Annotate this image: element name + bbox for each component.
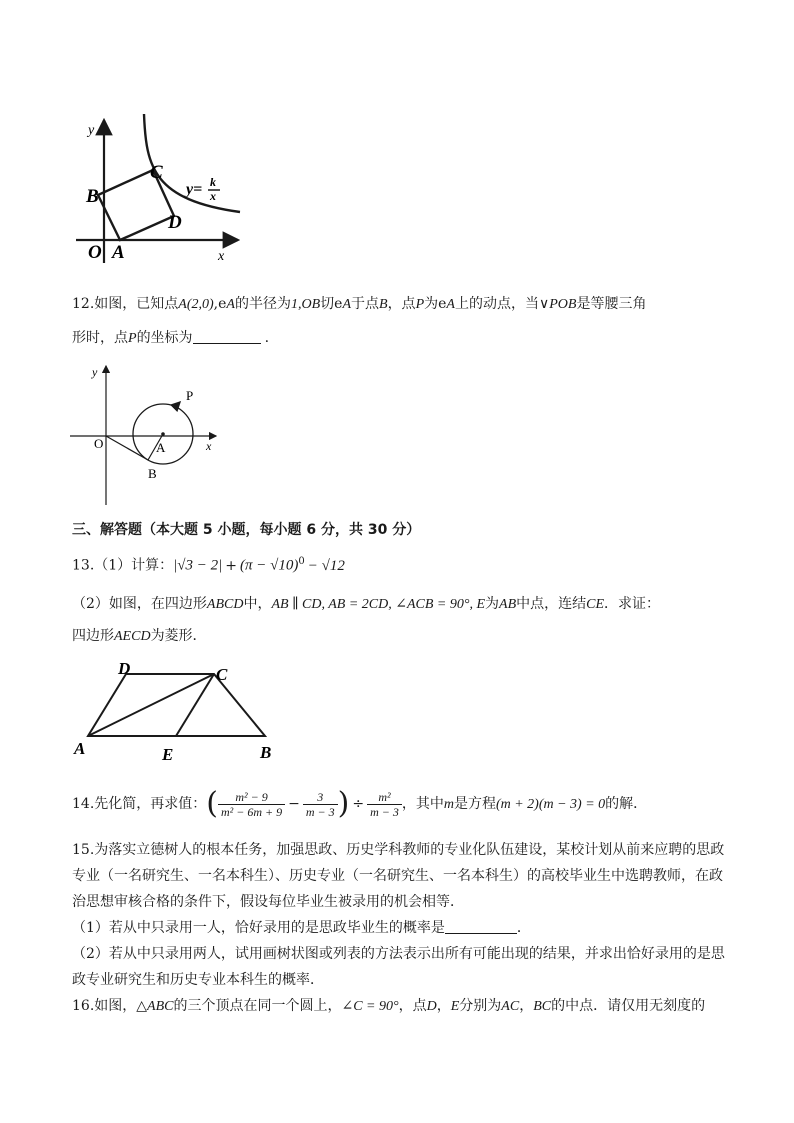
q16-text: 分别为 [459, 998, 502, 1014]
q12-text: 是等腰三角 [576, 296, 647, 312]
figure-square-hyperbola [72, 108, 252, 268]
q12-point-b: B [379, 297, 388, 312]
q14-f1-num: m² − 9 [218, 790, 285, 805]
q12-text: 形时，点 [72, 330, 128, 346]
q12-ob: OB [301, 297, 321, 312]
q12-line1 [72, 294, 646, 315]
segment-ob [106, 436, 148, 460]
q14-f3-den: m − 3 [370, 804, 399, 819]
label-d: D [168, 212, 182, 233]
curve-label: y= [186, 181, 203, 198]
label-b: B [148, 466, 157, 481]
q12-text: 切e [320, 296, 343, 312]
figure-circle-tangent [66, 360, 226, 510]
q14-f1-den: m² − 6m + 9 [220, 804, 283, 819]
q16-text: ， [519, 998, 534, 1014]
q12-period: . [264, 330, 270, 346]
q13-part2-line2 [72, 626, 207, 647]
label-a: A [112, 242, 125, 263]
q12-point-p: P [415, 297, 425, 312]
figure-trapezoid [70, 656, 290, 766]
q13-aecd: AECD [114, 629, 151, 644]
q14-var: m [443, 797, 454, 812]
q12-text: 上的动点，当 [454, 296, 539, 312]
q12-text: ，点 [387, 296, 416, 312]
q15-line1: 15.为落实立德树人的根本任务，加强思政、历史学科教师的专业化队伍建设，某校计划从前来应聘的思政 [72, 842, 725, 858]
q13-abs: |√3 − 2| [173, 557, 223, 574]
q14-fraction-1 [218, 790, 285, 819]
q13-part2-line1 [72, 594, 660, 615]
q14-text: 是方程 [453, 796, 496, 812]
q16-e: E [450, 999, 460, 1014]
q16-triangle: △ABC [136, 999, 174, 1014]
label-b: B [260, 743, 272, 762]
q16-text: 的中点．请仅用无刻度的 [551, 998, 706, 1014]
q14-div: ÷ [352, 796, 365, 812]
curve-k: k [210, 175, 216, 189]
q13-plus: + [225, 557, 238, 574]
q12-text: ,e [213, 296, 227, 312]
q16-text: 16.如图， [72, 998, 137, 1014]
q14-fraction-3 [367, 790, 402, 819]
q15-line3: 治思想审核合格的条件下，假设每位毕业生被录用的机会相等． [72, 894, 464, 910]
q13-conditions: AB ∥ CD, AB = 2CD, ∠ACB = 90°, E [271, 597, 486, 612]
label-x: x [218, 249, 225, 264]
label-origin: O [88, 242, 102, 263]
q12-text: 12.如图，已知点 [72, 296, 179, 312]
curve-x: x [210, 189, 216, 203]
q12-p: P [128, 331, 137, 346]
q12-triangle: ∨POB [538, 297, 577, 312]
label-center: A [156, 440, 166, 455]
q15-part2-line1: （2）若从中只录用两人，试用画树状图或列表的方法表示出所有可能出现的结果，并求出恰好录用的是思 [72, 946, 725, 962]
q15-part1 [72, 918, 531, 938]
q13-paren: (π − √10) [240, 557, 299, 574]
q12-line2 [72, 328, 269, 349]
q13-text: 为菱形． [150, 628, 207, 644]
label-origin: O [94, 436, 104, 451]
q14-text: 的解． [605, 796, 648, 812]
q14-f3-num: m² [367, 790, 402, 805]
q16-angle: ∠C = 90° [341, 999, 399, 1014]
q15-answer-blank[interactable] [445, 933, 517, 934]
q14-f2-den: m − 3 [305, 804, 335, 819]
q14-minus: − [288, 796, 300, 812]
arrow-on-circle [176, 402, 180, 406]
trapezoid-abcd [88, 674, 265, 736]
label-x: x [206, 439, 212, 453]
q13-ab: AB [499, 597, 517, 612]
q12-text: 的坐标为 [136, 330, 193, 346]
q12-text: 的半径为 [234, 296, 291, 312]
q14-equation: (m + 2)(m − 3) = 0 [495, 797, 606, 812]
q12-moving-circle: A [446, 297, 455, 312]
q15-part2-line2: 政专业研究生和历史专业本科生的概率． [72, 972, 324, 988]
q12-answer-blank[interactable] [193, 343, 261, 344]
q14-lparen: ( [206, 786, 218, 821]
q12-radius: 1, [290, 297, 302, 312]
q16-d: D [426, 999, 437, 1014]
q16-text: ， [436, 998, 451, 1014]
label-y: y [92, 365, 98, 379]
q16-text: ，点 [398, 998, 427, 1014]
q13-exponent: 0 [298, 556, 305, 567]
section-heading: 三、解答题（本大题 5 小题，每小题 6 分，共 30 分） [72, 522, 421, 538]
label-c: C [150, 162, 163, 183]
label-y: y [88, 123, 95, 138]
q16-bc: BC [533, 999, 552, 1014]
label-d: D [118, 659, 131, 678]
label-b: B [86, 186, 99, 207]
q13-sqrt12: − √12 [307, 557, 345, 574]
q13-text: 为 [485, 596, 500, 612]
q14-fraction-2 [303, 790, 338, 819]
q13-part1 [72, 552, 345, 576]
q14-rparen: ) [337, 786, 350, 821]
q13-text: （2）如图，在四边形 [72, 596, 207, 612]
label-c: C [216, 665, 228, 684]
q13-text: ．求证： [604, 596, 661, 612]
q12-text: 于点 [351, 296, 379, 312]
q13-text: 中， [243, 596, 272, 612]
label-a: A [74, 739, 86, 758]
q16-line1 [72, 996, 705, 1017]
q16-ac: AC [501, 999, 520, 1014]
q13-text: 中点，连结 [516, 596, 587, 612]
q13-quad: ABCD [206, 597, 244, 612]
q12-point-a: A(2,0) [178, 297, 214, 312]
q16-text: 的三个顶点在同一个圆上， [173, 998, 342, 1014]
q15-part1-text: （1）若从中只录用一人，恰好录用的是思政毕业生的概率是 [72, 920, 445, 936]
q14-line [72, 784, 647, 824]
label-p: P [186, 388, 194, 403]
q14-text: ，其中 [401, 796, 444, 812]
q13-label: 13.（1）计算： [72, 557, 174, 574]
q14-f2-num: 3 [303, 790, 338, 805]
q12-tangent-circle: A [342, 297, 351, 312]
label-e: E [162, 745, 174, 764]
q13-ce: CE [586, 597, 605, 612]
q14-lead: 14.先化简，再求值： [72, 796, 207, 812]
q15-line2: 专业（一名研究生、一名本科生）、历史专业（一名研究生、一名本科生）的高校毕业生中选聘教师，在政 [72, 868, 723, 884]
q15-part1-end: ． [516, 920, 531, 936]
q12-circle: A [226, 297, 235, 312]
q13-text: 四边形 [72, 628, 114, 644]
q12-text: 为e [424, 296, 447, 312]
